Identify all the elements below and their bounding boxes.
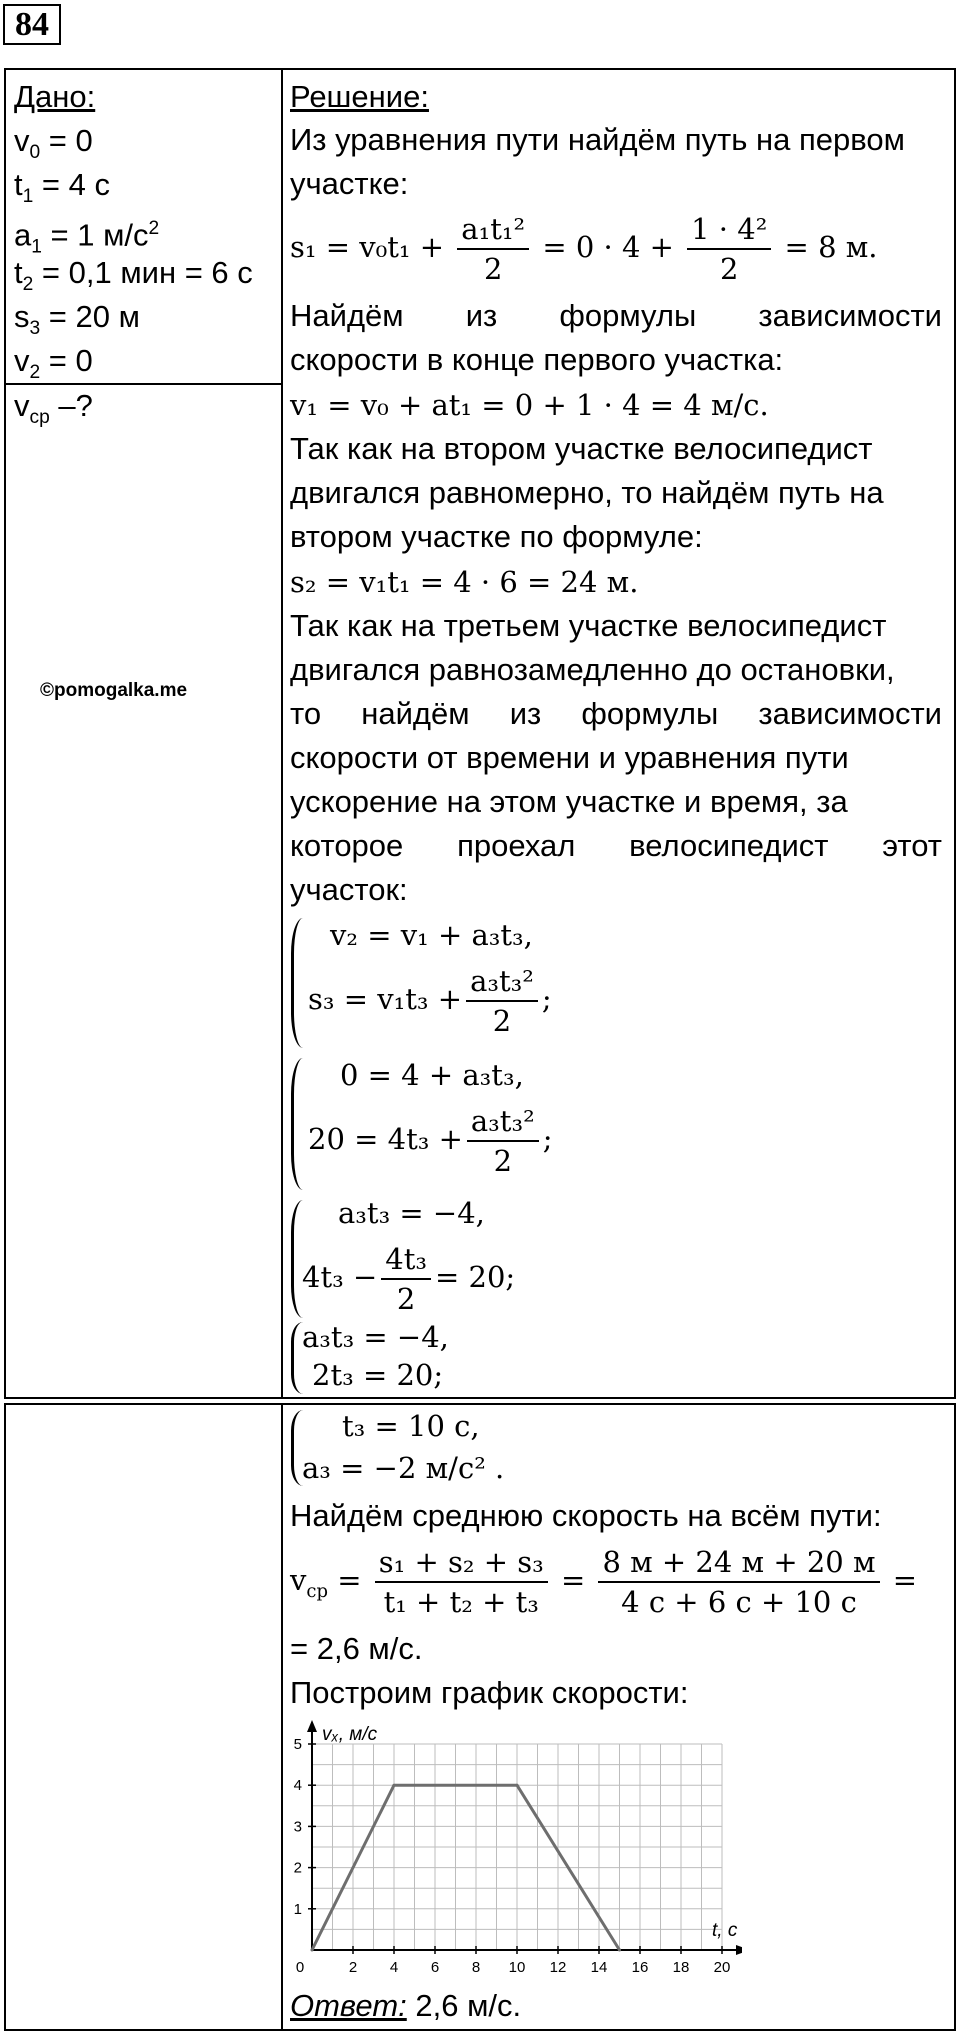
numerator: a₃t₃² bbox=[467, 1102, 539, 1142]
system5-line1: t₃ = 10 с, bbox=[342, 1409, 480, 1443]
y-axis-label: vₓ, м/с bbox=[322, 1724, 378, 1745]
y-axis-arrow bbox=[307, 1720, 317, 1732]
find-symbol: v bbox=[14, 388, 30, 423]
data-point bbox=[516, 1784, 519, 1787]
given-value: = 4 с bbox=[33, 167, 110, 202]
denominator: 2 bbox=[720, 252, 739, 286]
fraction bbox=[457, 210, 529, 288]
eq-part: = 8 м. bbox=[784, 230, 878, 264]
given-value: = 0,1 мин = 6 с bbox=[33, 255, 253, 290]
y-tick-label: 3 bbox=[293, 1818, 302, 1836]
given-symbol: s bbox=[14, 299, 30, 334]
subscript: ср bbox=[306, 1580, 328, 1602]
numerator: s₁ + s₂ + s₃ bbox=[375, 1543, 548, 1583]
x-tick-label: 8 bbox=[471, 1959, 481, 1976]
y-tick-label: 1 bbox=[293, 1900, 302, 1918]
data-point bbox=[618, 1949, 621, 1952]
given-symbol: a bbox=[14, 217, 32, 253]
eq-part: 4t₃ − bbox=[302, 1260, 378, 1294]
numerator: 8 м + 24 м + 20 м bbox=[598, 1543, 879, 1583]
given-subscript: 0 bbox=[29, 142, 41, 164]
answer-value: 2,6 м/с. bbox=[406, 1988, 522, 2023]
equation-average-speed bbox=[290, 1538, 917, 1634]
denominator: 4 с + 6 с + 10 с bbox=[621, 1585, 857, 1619]
numerator: 1 · 4² bbox=[687, 210, 771, 250]
eq-part: ; bbox=[542, 1122, 553, 1156]
system-brace bbox=[291, 918, 303, 1048]
equation-s2: s₂ = v₁t₁ = 4 · 6 = 24 м. bbox=[290, 565, 639, 599]
problem-number: 84 bbox=[3, 4, 61, 45]
fraction bbox=[687, 210, 771, 288]
y-tick-label: 4 bbox=[293, 1777, 302, 1795]
x-tick-label: 14 bbox=[590, 1959, 608, 1976]
x-tick-label: 4 bbox=[389, 1959, 399, 1976]
system2-line1: 0 = 4 + a₃t₃, bbox=[340, 1058, 524, 1092]
given-subscript: 1 bbox=[22, 186, 34, 208]
solution-text: двигался равномерно, то найдём путь на bbox=[290, 475, 884, 510]
x-axis-arrow bbox=[736, 1945, 742, 1955]
x-tick-label: 18 bbox=[672, 1959, 690, 1976]
numerator: a₁t₁² bbox=[457, 210, 529, 250]
equation-s1 bbox=[290, 208, 878, 288]
system4-line1: a₃t₃ = −4, bbox=[302, 1320, 449, 1354]
numerator: 4t₃ bbox=[381, 1240, 431, 1280]
solution-text: Построим график скорости: bbox=[290, 1675, 689, 1710]
denominator: 2 bbox=[396, 1282, 416, 1316]
solution-text: которое проехал велосипедист этот bbox=[290, 828, 942, 863]
system3-line1: a₃t₃ = −4, bbox=[338, 1196, 485, 1230]
find-line bbox=[14, 384, 93, 440]
find-text: –? bbox=[49, 388, 93, 423]
given-value: = 1 м/с bbox=[41, 217, 149, 253]
equation-v1: v₁ = v₀ + at₁ = 0 + 1 · 4 = 4 м/с. bbox=[290, 388, 769, 422]
fraction bbox=[381, 1240, 431, 1318]
given-symbol: v bbox=[14, 123, 30, 158]
y-tick-label: 2 bbox=[293, 1859, 302, 1877]
x-tick-label: 16 bbox=[631, 1959, 649, 1976]
system3-line2 bbox=[302, 1240, 515, 1318]
solution-text: участок: bbox=[290, 872, 408, 907]
x-tick-label: 6 bbox=[430, 1959, 440, 1976]
equation-result: = 2,6 м/с. bbox=[290, 1631, 423, 1666]
system1-line2 bbox=[308, 962, 552, 1040]
eq-part: = bbox=[892, 1563, 918, 1597]
system2-line2 bbox=[308, 1102, 553, 1180]
eq-part: = bbox=[560, 1563, 586, 1597]
solution-text: скорости от времени и уравнения пути bbox=[290, 740, 849, 775]
x-axis-label: t, с bbox=[712, 1920, 738, 1941]
x-tick-label: 0 bbox=[295, 1959, 305, 1976]
denominator: 2 bbox=[493, 1144, 513, 1178]
eq-part: ; bbox=[541, 982, 552, 1016]
given-value: = 20 м bbox=[40, 299, 140, 334]
solution-text: двигался равнозамедленно до остановки, bbox=[290, 652, 895, 687]
solution-text: Найдём из формулы зависимости bbox=[290, 298, 942, 333]
solution-text: участке: bbox=[290, 166, 409, 201]
x-tick-label: 2 bbox=[348, 1959, 358, 1976]
system5-line2: a₃ = −2 м/с² . bbox=[302, 1451, 505, 1485]
eq-part: s₃ = v₁t₃ + bbox=[308, 982, 463, 1016]
denominator: t₁ + t₂ + t₃ bbox=[383, 1585, 539, 1619]
eq-part: = 0 · 4 + bbox=[542, 230, 674, 264]
solution-text: ускорение на этом участке и время, за bbox=[290, 784, 848, 819]
eq-part: = bbox=[337, 1563, 362, 1597]
numerator: a₃t₃² bbox=[466, 962, 538, 1002]
given-subscript: 2 bbox=[22, 274, 34, 296]
x-tick-label: 10 bbox=[508, 1959, 526, 1976]
solution-text: Так как на втором участке велосипедист bbox=[290, 431, 873, 466]
system-brace bbox=[291, 1058, 303, 1190]
eq-part: = 20; bbox=[434, 1260, 516, 1294]
system4-line2: 2t₃ = 20; bbox=[312, 1358, 444, 1392]
given-superscript: 2 bbox=[148, 218, 160, 239]
answer-label: Ответ: bbox=[290, 1988, 407, 2023]
solution-text: Так как на третьем участке велосипедист bbox=[290, 608, 887, 643]
denominator: 2 bbox=[492, 1004, 512, 1038]
column-divider bbox=[281, 70, 283, 1397]
given-value: = 0 bbox=[40, 343, 93, 378]
solution-text: то найдём из формулы зависимости bbox=[290, 696, 942, 731]
given-symbol: v bbox=[14, 343, 30, 378]
eq-part: 20 = 4t₃ + bbox=[308, 1122, 463, 1156]
answer-line bbox=[290, 1984, 521, 2028]
watermark: ©pomogalka.me bbox=[40, 680, 188, 701]
solution-text: втором участке по формуле: bbox=[290, 519, 703, 554]
fraction bbox=[467, 1102, 539, 1180]
velocity-chart bbox=[282, 1720, 742, 1990]
fraction bbox=[598, 1543, 879, 1621]
eq-part: s₁ = v₀t₁ + bbox=[290, 230, 445, 264]
find-subscript: ср bbox=[29, 407, 50, 429]
solution-title: Решение: bbox=[290, 79, 429, 114]
y-tick-label: 5 bbox=[293, 1736, 302, 1753]
data-point bbox=[393, 1784, 396, 1787]
given-subscript: 2 bbox=[29, 362, 41, 384]
denominator: 2 bbox=[483, 252, 503, 286]
data-point bbox=[311, 1949, 314, 1952]
given-subscript: 3 bbox=[29, 318, 41, 340]
given-value: = 0 bbox=[40, 123, 93, 158]
x-tick-label: 20 bbox=[713, 1959, 731, 1976]
solution-text: скорости в конце первого участка: bbox=[290, 342, 784, 377]
fraction bbox=[466, 962, 538, 1040]
fraction bbox=[375, 1543, 548, 1621]
system1-line1: v₂ = v₁ + a₃t₃, bbox=[330, 918, 533, 952]
solution-text: Найдём среднюю скорость на всём пути: bbox=[290, 1498, 882, 1533]
given-symbol: t bbox=[14, 167, 23, 202]
eq-part: v bbox=[290, 1563, 307, 1597]
given-subscript: 1 bbox=[31, 236, 42, 258]
x-tick-label: 12 bbox=[549, 1959, 567, 1976]
given-title: Дано: bbox=[14, 79, 96, 114]
given-symbol: t bbox=[14, 255, 23, 290]
solution-text: Из уравнения пути найдём путь на первом bbox=[290, 122, 905, 157]
